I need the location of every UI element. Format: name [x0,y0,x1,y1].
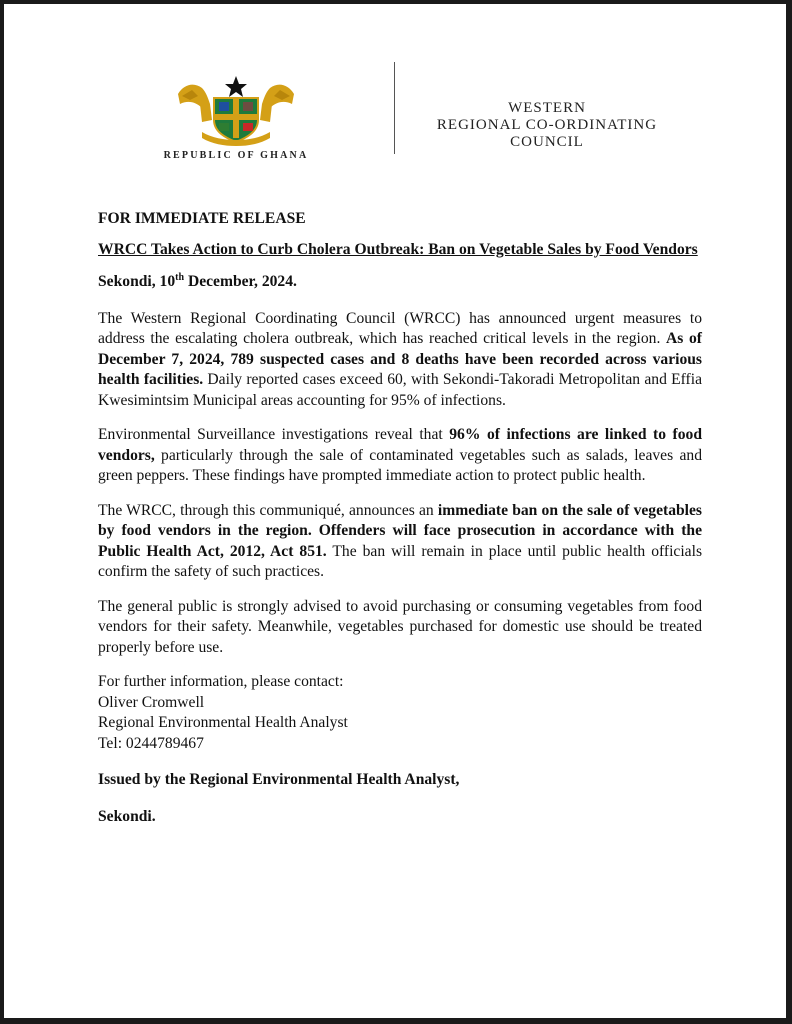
paragraph-text: Daily reported cases exceed 60, with Sekondi-Takoradi Metropolitan and Effia Kwesimintsim Municipal areas accounting for 95% of infections. [98,371,703,409]
release-body [98,209,702,827]
paragraph-text: particularly through the sale of contaminated vegetables such as salads, leaves and green peppers. These findings have prompted immediate action to protect public health. [98,446,702,484]
contact-name: Oliver Cromwell [98,693,205,711]
paragraph-text: The ban will remain in place until public health officials confirm the safety of such practices. [98,542,703,580]
contact-title: Regional Environmental Health Analyst [98,714,348,731]
council-name [400,100,694,151]
dateline [98,272,702,293]
letterhead-divider [394,62,395,154]
contact-block [98,672,702,754]
contact-intro: For further information, please contact: [98,673,344,690]
dateline-ordinal: th [175,271,185,283]
paragraph-text: The Western Regional Coordinating Council (WRCC) has announced urgent measures to address the escalating cholera outbreak, which has reached critical levels in the region. [98,309,702,347]
paragraph-surveillance [98,425,702,487]
issued-by: Issued by the Regional Environmental Health Analyst, [98,771,460,788]
dateline-rest: December, 2024. [184,273,297,290]
paragraph-text: Environmental Surveillance investigations reveal that [98,426,450,443]
council-line-1: WESTERN [508,100,586,116]
release-label: FOR IMMEDIATE RELEASE [98,210,306,227]
issued-place: Sekondi. [98,807,156,825]
paragraph-emphasis: 96% of infections are linked to food vendors, [98,426,702,464]
council-line-3: COUNCIL [510,134,584,150]
press-release-page [4,4,786,1018]
ghana-coat-of-arms-emblem [172,74,300,146]
letterhead [4,4,786,174]
paragraph-emphasis: As of December 7, 2024, 789 suspected cases and 8 deaths have been recorded across various health facilities. [98,330,702,388]
emblem-caption: REPUBLIC OF GHANA [163,150,309,161]
paragraph-text: The WRCC, through this communiqué, announces an [98,501,438,519]
dateline-place: Sekondi, 10 [98,273,176,290]
paragraph-advisory: The general public is strongly advised to avoid purchasing or consuming vegetables from food vendors for their safety. Meanwhile, vegetables purchased for domestic use should be treated properly before use. [98,597,702,656]
paragraph-outbreak [98,309,702,412]
contact-phone: Tel: 0244789467 [98,734,204,752]
paragraph-emphasis: immediate ban on the sale of vegetables by food vendors in the region. Offenders will face prosecution in accordance with the Public Health Act, 2012, Act 851. [98,501,703,560]
headline: WRCC Takes Action to Curb Cholera Outbreak: Ban on Vegetable Sales by Food Vendors [98,240,698,258]
paragraph-ban [98,501,702,583]
council-line-2: REGIONAL CO-ORDINATING [436,117,658,133]
